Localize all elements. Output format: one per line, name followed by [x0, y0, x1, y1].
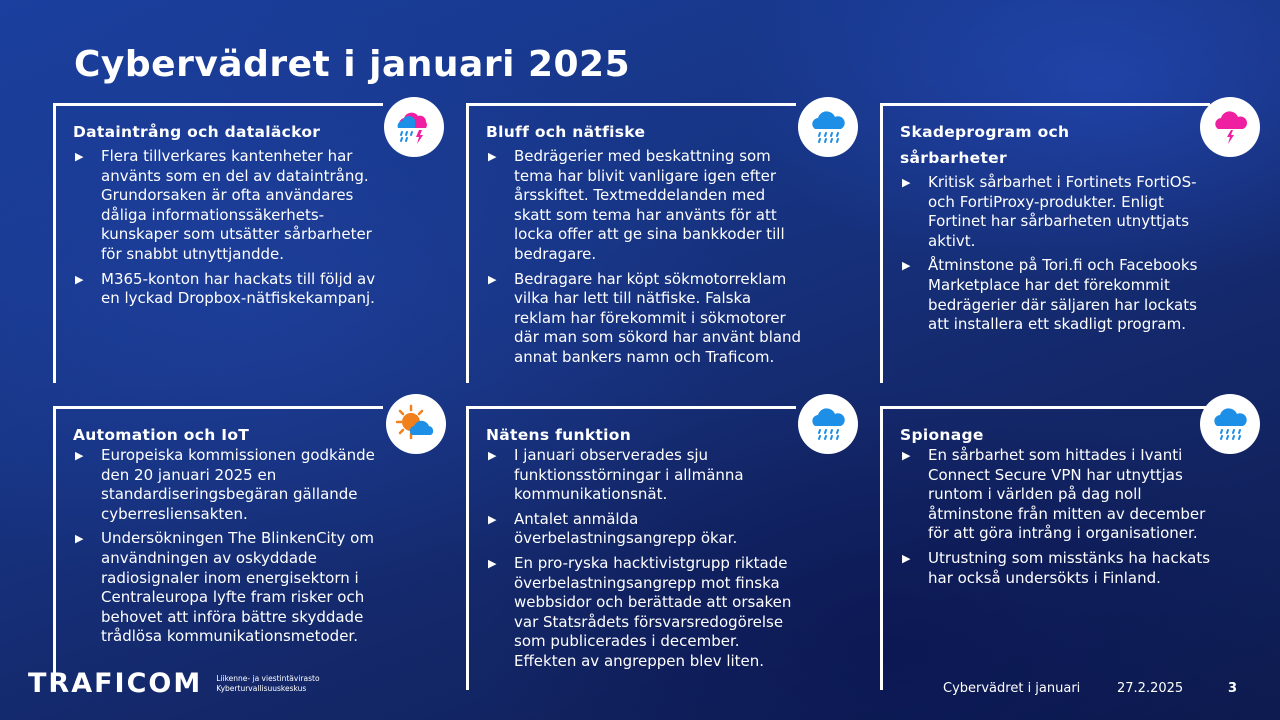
- list-item-text: En sårbarhet som hittades i Ivanti Connect Secure VPN har utnyttjas runtom i världen på dag noll åtminstone från mitten av december för att göra intrång i organisationer.: [928, 446, 1206, 543]
- bullet-arrow-icon: ▶: [488, 150, 497, 163]
- bullet-arrow-icon: ▶: [488, 512, 497, 526]
- bullet-arrow-icon: ▶: [75, 449, 84, 462]
- list-item: [900, 173, 1220, 251]
- rain-cloud-icon: [798, 394, 858, 454]
- list-item-text: Utrustning som misstänks ha hackats har också undersökts i Finland.: [928, 548, 1211, 587]
- list-item-text: M365-konton har hackats till följd av en lyckad Dropbox-nätfiskekampanj.: [101, 269, 376, 308]
- bullet-arrow-icon: ▶: [902, 449, 911, 462]
- card-frame-top: [466, 406, 796, 409]
- list-item: [900, 256, 1220, 334]
- card-heading: Nätens funktion: [486, 426, 632, 444]
- footer-title: Cybervädret i januari: [943, 681, 1081, 696]
- list-item: [486, 554, 806, 672]
- card-natens-funktion: [466, 406, 816, 690]
- list-item: [73, 529, 393, 647]
- list-item-text: I januari observerades sju funktionsstörningar i allmänna kommunikationsnät.: [514, 446, 744, 504]
- list-item: [900, 549, 1220, 588]
- card-frame-top: [466, 103, 796, 106]
- card-automation: [53, 406, 403, 690]
- bullet-arrow-icon: ▶: [488, 449, 497, 462]
- rain-cloud-icon: [1200, 394, 1260, 454]
- list-item-text: Åtminstone på Tori.fi och Facebooks Marketplace har det förekommit bedrägerier där säljaren har lockats att installera ett skadligt program.: [928, 256, 1198, 334]
- list-item-text: Flera tillverkares kantenheter har använts som en del av dataintrång. Grundorsaken är ofta användares dåliga informationssäkerhets-kunskaper som utsätter sårbarheter för snabbt utnyttjandde.: [101, 147, 372, 263]
- card-spionage: [880, 406, 1230, 690]
- bullet-arrow-icon: ▶: [75, 272, 84, 286]
- list-item: [73, 147, 393, 265]
- card-frame-top: [53, 406, 383, 409]
- card-frame-top: [880, 103, 1210, 106]
- list-item-text: Europeiska kommissionen godkände den 20 januari 2025 en standardiseringsbegäran gällande cyberresliensakten.: [101, 446, 375, 523]
- sun-cloud-icon: [386, 394, 446, 454]
- logo-subtitle: [216, 674, 319, 694]
- card-heading: Automation och IoT: [73, 426, 250, 444]
- list-item: [486, 270, 806, 368]
- footer-date: 27.2.2025: [1117, 681, 1184, 696]
- bullet-arrow-icon: ▶: [75, 532, 84, 546]
- bullet-arrow-icon: ▶: [488, 556, 497, 570]
- rain-cloud-icon: [798, 97, 858, 157]
- card-frame-left: [466, 406, 469, 690]
- card-frame-left: [880, 103, 883, 383]
- list-item-text: Bedrägerier med beskattning som tema har blivit vanligare igen efter årsskiftet. Textmeddelanden med skatt som tema har använts för att locka offer att ge sina bankkoder till bedragare.: [514, 147, 785, 263]
- logo-line-2: Kyberturvallisuuskeskus: [216, 683, 307, 693]
- bullet-list: [73, 446, 393, 652]
- list-item: [486, 510, 806, 549]
- card-heading: Spionage: [900, 426, 984, 444]
- bullet-list: [73, 147, 393, 314]
- list-item-text: En pro-ryska hacktivistgrupp riktade överbelastningsangrepp mot finska webbsidor och berättade att orsaken var Statsrådets försvarsredogörelse som publicerades i december. Effekten av angreppen blev liten.: [514, 553, 792, 670]
- list-item: [486, 446, 806, 505]
- page-number: 3: [1228, 681, 1238, 696]
- card-frame-top: [880, 406, 1210, 409]
- list-item: [900, 446, 1220, 544]
- bullet-list: [486, 446, 806, 677]
- list-item-text: Bedragare har köpt sökmotorreklam vilka har lett till nätfiske. Falska reklam har förekommit i sökmotorer där man som sökord har använt bland annat bankers namn och Traficom.: [514, 269, 802, 366]
- rain-thunder-cloud-icon: [384, 97, 444, 157]
- card-frame-top: [53, 103, 383, 106]
- logo-wordmark: TRAFICOM: [28, 668, 203, 699]
- bullet-arrow-icon: ▶: [902, 259, 911, 273]
- bullet-arrow-icon: ▶: [902, 551, 911, 565]
- list-item: [73, 446, 393, 524]
- card-frame-left: [53, 103, 56, 383]
- list-item-text: Kritisk sårbarhet i Fortinets FortiOS- och FortiProxy-produkter. Enligt Fortinet har sårbarheten utnyttjats aktivt.: [928, 173, 1197, 250]
- bullet-arrow-icon: ▶: [902, 176, 911, 189]
- thunder-cloud-icon: [1200, 97, 1260, 157]
- bullet-arrow-icon: ▶: [488, 272, 497, 286]
- bullet-list: [486, 147, 806, 373]
- traficom-logo: [28, 668, 320, 699]
- bullet-list: [900, 173, 1220, 340]
- list-item-text: Antalet anmälda överbelastningsangrepp ökar.: [514, 509, 738, 548]
- card-frame-left: [53, 406, 56, 690]
- card-frame-left: [880, 406, 883, 690]
- card-heading: Bluff och nätfiske: [486, 123, 646, 141]
- bullet-arrow-icon: ▶: [75, 150, 84, 163]
- bullet-list: [900, 446, 1220, 593]
- card-heading: Dataintrång och dataläckor: [73, 123, 321, 141]
- list-item: [486, 147, 806, 265]
- card-heading: Skadeprogram och sårbarheter: [900, 123, 1070, 167]
- card-skadeprogram: [880, 103, 1230, 383]
- page-title: Cybervädret i januari 2025: [74, 44, 631, 85]
- card-dataintrang: [53, 103, 403, 383]
- list-item-text: Undersökningen The BlinkenCity om användningen av oskyddade radiosignaler inom energisektorn i Centraleuropa lyfte fram risker och behovet att införa bättre skyddade trådlösa kommunikationsmetoder.: [101, 529, 374, 646]
- card-bluff: [466, 103, 816, 383]
- list-item: [73, 270, 393, 309]
- logo-line-1: Liikenne- ja viestintävirasto: [216, 673, 320, 683]
- card-frame-left: [466, 103, 469, 383]
